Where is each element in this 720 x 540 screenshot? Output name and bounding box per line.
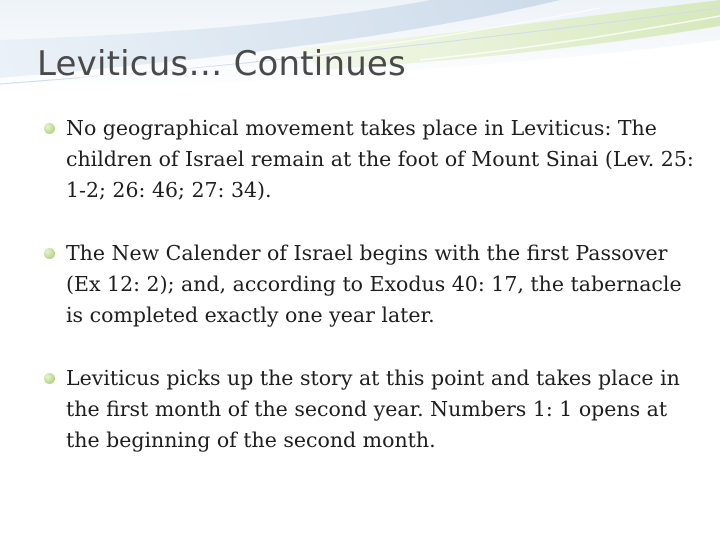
bullet-icon — [44, 373, 55, 384]
bullet-icon — [44, 123, 55, 134]
bullet-text: No geographical movement takes place in Leviticus: The children of Israel remain at the foot of Mount Sinai (Lev. 25: 1-2; 26: 46; 27: 34). — [66, 116, 694, 202]
bullet-icon — [44, 248, 55, 259]
slide-title: Leviticus… Continues — [37, 44, 406, 84]
list-item — [44, 238, 694, 331]
bullet-text: The New Calender of Israel begins with the first Passover (Ex 12: 2); and, according to Exodus 40: 17, the tabernacle is completed exactly one year later. — [66, 241, 682, 327]
list-item — [44, 113, 694, 206]
bullet-text: Leviticus picks up the story at this point and takes place in the first month of the second year. Numbers 1: 1 opens at the beginning of the second month. — [66, 366, 680, 452]
list-item — [44, 363, 694, 456]
bullet-list — [44, 113, 694, 488]
